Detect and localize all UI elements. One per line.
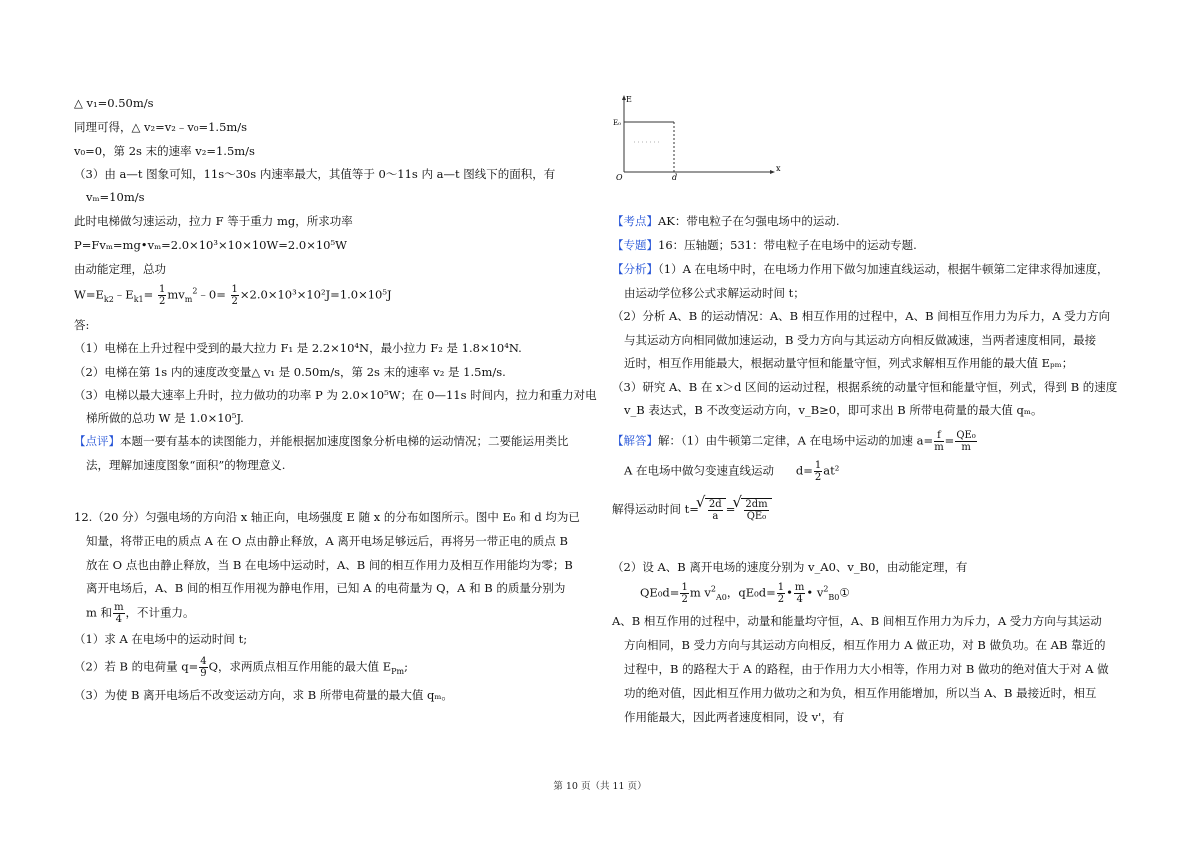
text-line: 【考点】AK：带电粒子在匀强电场中的运动. — [612, 214, 840, 228]
question-line: 离开电场后，A、B 间的相互作用视为静电作用，已知 A 的电荷量为 Q，A 和 B 的质量分别为 — [86, 581, 566, 595]
section-tag: 【考点】 — [612, 214, 658, 228]
solution-line: 方向相同，B 受力方向与其运动方向相反，相互作用力 A 做正功，对 B 做负功。在 AB 靠近的 — [624, 638, 1106, 652]
question-line: m 和 $\frac{m}{4}$ ，不计重力。 — [86, 602, 195, 625]
question-line: （2）若 B 的电荷量 q= $\frac{4}{9}$ Q，求两质点相互作用能的最大值 $E_{Pm}$; — [74, 656, 408, 679]
e0-label: E₀ — [613, 119, 621, 127]
text-line: 与其运动方向相同做加速运动，B 受力方向与其运动方向相反做减速，当两者速度相同，最接 — [624, 333, 1097, 347]
text-line: △ v₁=0.50m/s — [74, 96, 154, 110]
section-tag: 【分析】 — [612, 262, 658, 276]
text-line: （3）由 a—t 图象可知，11s～30s 内速率最大，其值等于 0～11s 内 a—t 图线下的面积，有 — [74, 167, 556, 181]
text-line: （3）电梯以最大速率上升时，拉力做功的功率 P 为 2.0×10⁵W；在 0—11s 时间内，拉力和重力对电 — [74, 388, 597, 402]
section-tag: 【解答】 — [612, 433, 658, 448]
x-axis-arrow — [770, 170, 775, 174]
text-line: 【分析】（1）A 在电场中时，在电场力作用下做匀加速直线运动，根据牛顿第二定律求得加速度， — [612, 262, 1109, 276]
energy-equation: QE₀d= $\frac{1}{2}$ m $v^2_{A0}$，qE₀d= $\frac{1}{2}$ • $\frac{m}{4}$ • $v^2_{B0}①$ — [640, 582, 850, 605]
text-line: 同理可得，△ v₂=v₂﹣v₀=1.5m/s — [74, 120, 248, 134]
text-line: 由运动学位移公式求解运动时间 t； — [624, 286, 805, 300]
text-line: 近时，相互作用能最大，根据动量守恒和能量守恒，列式求解相互作用能的最大值 Eₚₘ； — [624, 356, 1074, 370]
text-line: v_B 表达式，B 不改变运动方向，v_B≥0，即可求出 B 所带电荷量的最大值 qₘ。 — [624, 403, 1043, 417]
text-line: （2）分析 A、B 的运动情况：A、B 相互作用的过程中，A、B 间相互作用力为斥力，A 受力方向 — [612, 309, 1111, 323]
text-line: 法，理解加速度图象“面积”的物理意义. — [86, 458, 286, 472]
page-footer: 第 10 页（共 11 页） — [553, 781, 647, 792]
work-formula: $W=E_{k2}﹣E_{k1}=$ $\frac{1}{2}$ $mv_m^2﹣0=$ $\frac{1}{2}$ ×2.0×10³×10²J=1.0×10⁵J — [74, 284, 392, 307]
question-line: 12.（20 分）匀强电场的方向沿 x 轴正向，电场强度 E 随 x 的分布如图所示。图中 E₀ 和 d 均为已 — [74, 510, 580, 524]
text-line: v₀=0，第 2s 末的速率 v₂=1.5m/s — [74, 144, 255, 158]
solution-line: 作用能最大，因此两者速度相同，设 v'，有 — [624, 710, 845, 724]
text-line: 【专题】16：压轴题；531：带电粒子在电场中的运动专题. — [612, 238, 917, 252]
question-line: （1）求 A 在电场中的运动时间 t; — [74, 632, 248, 646]
section-tag: 【点评】 — [74, 434, 120, 448]
fraction: $\frac{1}{2}$ — [231, 284, 238, 307]
solution-line: 解得运动时间 t= √ $\frac{2d}{a}$ = √ $\frac{2dm}{\text{QE₀}}$ — [612, 498, 772, 522]
solution-line: A、B 相互作用的过程中，动量和能量均守恒，A、B 间相互作用力为斥力，A 受力方向与其运动 — [612, 614, 1102, 628]
text-line: （2）电梯在第 1s 内的速度改变量△ v₁ 是 0.50m/s，第 2s 末的速率 v₂ 是 1.5m/s. — [74, 365, 506, 379]
text-line: （1）电梯在上升过程中受到的最大拉力 F₁ 是 2.2×10⁴N，最小拉力 F₂ 是 1.8×10⁴N. — [74, 341, 522, 355]
question-line: 知量，将带正电的质点 A 在 O 点由静止释放，A 离开电场足够远后，再将另一带正电的质点 B — [86, 534, 568, 548]
text-line: 由动能定理，总功 — [74, 262, 166, 276]
solution-line: 【解答】解：（1）由牛顿第二定律，A 在电场中运动的加速 a= $\frac{f}{m}$ = $\frac{\text{QE₀}}{m}$ — [612, 430, 976, 453]
text-line: P=Fvₘ=mg•vₘ=2.0×10³×10×10W=2.0×10⁵W — [74, 238, 347, 252]
solution-line: （2）设 A、B 离开电场的速度分别为 v_A0、v_B0，由动能定理，有 — [612, 560, 968, 574]
fraction: $\frac{1}{2}$ — [158, 284, 166, 307]
text-line: （3）研究 A、B 在 x＞d 区间的运动过程，根据系统的动量守恒和能量守恒，列式，得到 B 的速度 — [612, 380, 1118, 394]
field-diagram — [612, 92, 792, 182]
section-tag: 【专题】 — [612, 238, 658, 252]
question-line: 放在 O 点也由静止释放，当 B 在电场中运动时，A、B 间的相互作用力及相互作用能均为零；B — [86, 558, 573, 572]
solution-line: 过程中，B 的路程大于 A 的路程，由于作用力大小相等，作用力对 B 做功的绝对值大于对 A 做 — [624, 662, 1109, 676]
d-label: d — [672, 173, 678, 182]
text-line: 此时电梯做匀速运动，拉力 F 等于重力 mg，所求功率 — [74, 214, 353, 228]
x-axis-label: x — [776, 164, 781, 173]
text-line: vₘ=10m/s — [86, 190, 145, 204]
question-line: （3）为使 B 离开电场后不改变运动方向，求 B 所带电荷量的最大值 qₘ。 — [74, 688, 453, 702]
text-line: 答: — [74, 318, 90, 332]
solution-line: A 在电场中做匀变速直线运动 d= $\frac{1}{2}$ at² — [624, 460, 840, 483]
solution-line: 功的绝对值，因此相互作用力做功之和为负，相互作用能增加，所以当 A、B 最接近时，相互 — [624, 686, 1097, 700]
comment-line: 【点评】本题一要有基本的读图能力，并能根据加速度图象分析电梯的运动情况；二要能运用类比 — [74, 434, 569, 448]
y-axis-label: E — [626, 95, 632, 104]
origin-label: O — [616, 173, 623, 182]
text-line: 梯所做的总功 W 是 1.0×10⁵J. — [86, 411, 244, 425]
